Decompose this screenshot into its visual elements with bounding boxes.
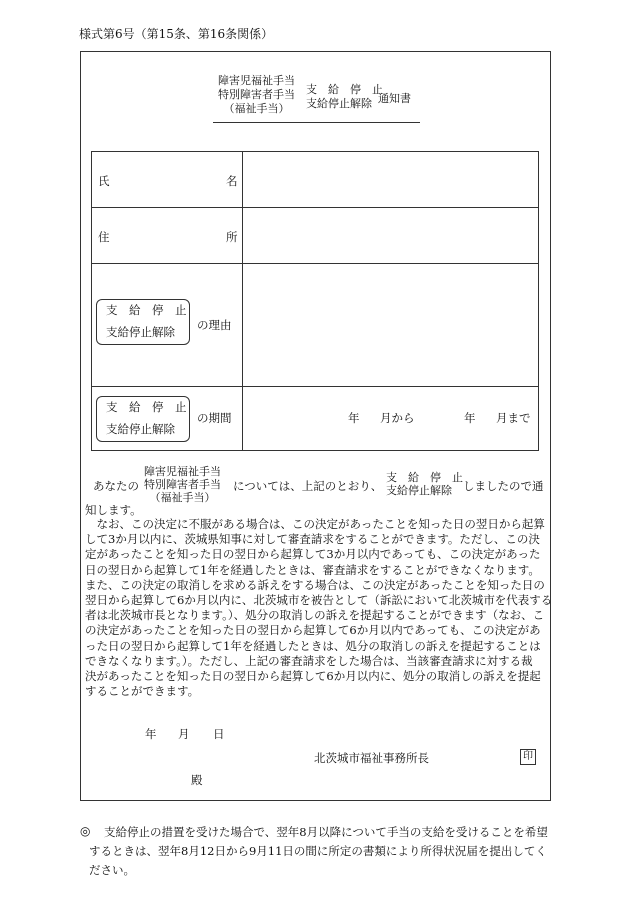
address-label-1: 住 [98,230,110,244]
appeal-line: 者は北茨城市長となります。）、処分の取消しの訴えを提起することができます（なお、こ [85,608,545,623]
date-month: 月 [178,727,190,741]
title-allowance-types [218,74,295,116]
notice-allowance-2: 特別障害者手当 [144,478,221,491]
title-suffix: 通知書 [378,92,411,105]
appeal-line: 日の翌日から起算して1年を経過したときは、審査請求をすることができなくなります。 [85,562,540,577]
info-table [91,151,539,451]
notice-action-resume: 支給停止解除 [386,484,452,497]
appeal-line: なお、この決定に不服がある場合は、この決定があったことを知った日の翌日から起算 [85,517,545,531]
period-to-year: 年 [464,411,476,425]
notice-line2: 知します。 [85,503,142,517]
title-underline [213,122,420,123]
notice-prefix: あなたの [93,479,139,493]
notice-action-stop: 支 給 停 止 [386,471,463,484]
title-allowance-2: 特別障害者手当 [218,88,295,101]
notice-allowance-types [144,465,221,504]
reason-label: の理由 [197,318,232,332]
footnote-mark: ◎ [80,824,91,838]
period-actions [106,396,187,440]
reason-action-resume: 支給停止解除 [106,325,175,339]
notice-allowance-3: （福祉手当） [149,491,216,504]
table-row-divider [92,386,538,387]
footnote-line: するときは、翌年8月12日から9月11日の間に所定の書類により所得状況届を提出してく [89,844,547,858]
title-action-resume: 支給停止解除 [306,97,372,110]
appeal-line: また、この決定の取消しを求める訴えをする場合は、この決定があったことを知った日の [85,577,545,592]
notice-allowance-1: 障害児福祉手当 [144,465,221,478]
notice-suffix: しましたので通 [463,479,544,493]
footnote-line: ださい。 [89,863,135,877]
period-from-year: 年 [348,411,360,425]
notice-middle: については、上記のとおり、 [233,479,383,493]
reason-actions [106,299,187,343]
footnote-text [89,823,548,880]
issuer-name: 北茨城市福祉事務所長 [314,751,429,765]
appeal-line: できなくなります。）。ただし、上記の審査請求をした場合は、当該審査請求に対する裁 [85,653,533,668]
title-actions [306,83,383,111]
date-day: 日 [213,727,225,741]
footnote-line: 支給停止の措置を受けた場合で、翌年8月以降について手当の支給を受けることを希望 [104,825,548,839]
period-from-month: 月から [380,411,415,425]
appeal-line: 決があったことを知った日の翌日から起算して6か月以内に、処分の取消しの訴えを提起 [85,669,541,684]
name-label-1: 氏 [98,174,110,188]
addressee-suffix: 殿 [191,773,203,787]
appeal-line: 定があったことを知った日の翌日から起算して3か月以内であっても、この決定があった [85,547,541,562]
period-action-stop: 支 給 停 止 [106,400,187,414]
table-column-divider [242,152,243,450]
date-year: 年 [145,727,157,741]
title-action-stop: 支 給 停 止 [306,83,383,96]
table-row-divider [92,207,538,208]
notice-actions [386,471,463,497]
name-label-2: 名 [226,174,238,188]
period-label: の期間 [197,411,232,425]
address-label-2: 所 [226,230,238,244]
table-row-divider [92,263,538,264]
appeal-line: った日の翌日から起算して1年を経過したときは、処分の取消しの訴えを提起することは [85,638,541,653]
appeal-line: の決定があったことを知った日の翌日から起算して6か月以内であっても、この決定があ [85,623,541,638]
seal-mark: 印 [520,749,536,765]
appeal-line: して3か月以内に、茨城県知事に対して審査請求をすることができます。ただし、この決 [85,532,540,547]
appeal-line: することができます。 [85,684,200,699]
period-to-month: 月まで [496,411,531,425]
title-allowance-1: 障害児福祉手当 [218,74,295,87]
appeal-line: 翌日から起算して6か月以内に、北茨城市を被告として（訴訟において北茨城市を代表する [85,593,553,608]
reason-action-stop: 支 給 停 止 [106,303,187,317]
form-number: 様式第6号（第15条、第16条関係） [79,27,274,41]
period-action-resume: 支給停止解除 [106,422,175,436]
appeal-paragraph [85,517,553,699]
title-allowance-3: （福祉手当） [223,102,290,115]
